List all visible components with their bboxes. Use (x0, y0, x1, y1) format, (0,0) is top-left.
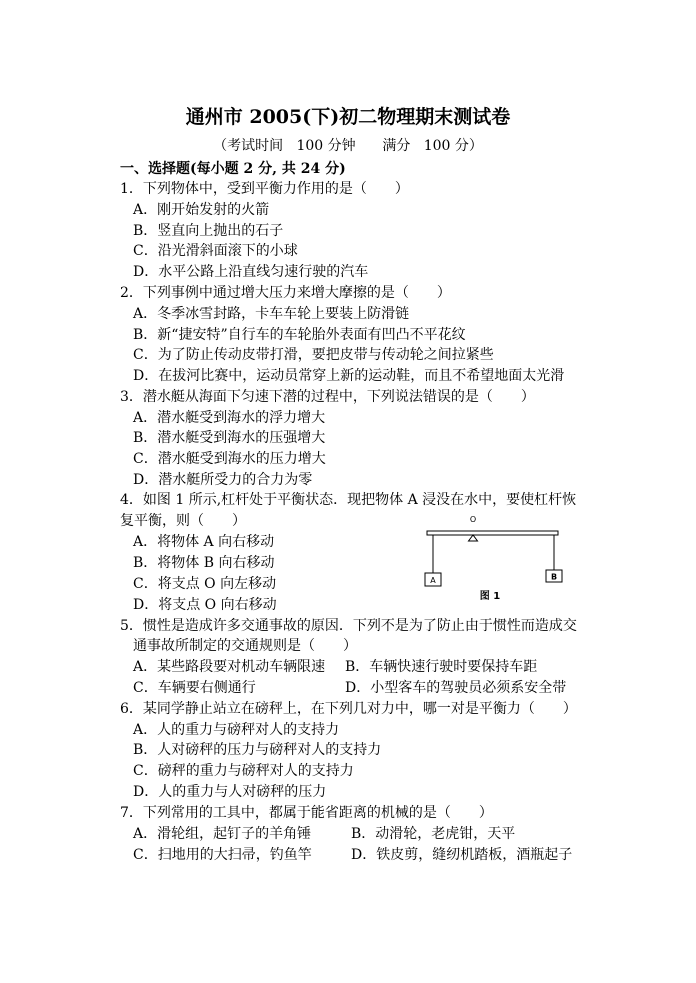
section-heading: 一、选择题(每小题 2 分, 共 24 分) (120, 161, 346, 177)
figure-caption: 图 1 (479, 591, 501, 602)
question-6-option-c: C．磅秤的重力与磅秤对人的支持力 (133, 763, 354, 779)
question-2-stem: 2．下列事例中通过增大压力来增大摩擦的是（ ） (120, 285, 451, 301)
question-1-option-d: D．水平公路上沿直线匀速行驶的汽车 (133, 264, 369, 280)
question-3-option-c: C．潜水艇受到海水的压力增大 (133, 451, 326, 467)
question-4-option-b: B．将物体 B 向右移动 (133, 555, 275, 571)
question-5-option-a: A．某些路段要对机动车辆限速 (133, 659, 326, 675)
question-1-stem: 1．下列物体中，受到平衡力作用的是（ ） (120, 181, 409, 197)
question-6-option-d: D．人的重力与人对磅秤的压力 (133, 784, 327, 800)
question-2-option-c: C．为了防止传动皮带打滑，要把皮带与传动轮之间拉紧些 (133, 347, 494, 363)
question-7-stem: 7．下列常用的工具中，都属于能省距离的机械的是（ ） (120, 805, 493, 821)
question-7-option-b: B．动滑轮，老虎钳，天平 (351, 826, 516, 842)
question-6-option-a: A．人的重力与磅秤对人的支持力 (133, 722, 340, 738)
question-4-option-a: A．将物体 A 向右移动 (133, 534, 275, 550)
question-2-option-a: A．冬季冰雪封路，卡车车轮上要装上防滑链 (133, 306, 410, 322)
question-3-option-d: D．潜水艇所受力的合力为零 (133, 472, 313, 488)
question-5-stem-continued: 通事故所制定的交通规则是（ ） (133, 638, 357, 654)
question-5-stem: 5．惯性是造成许多交通事故的原因．下列不是为了防止由于惯性而造成交 (120, 618, 577, 634)
question-1-option-c: C．沿光滑斜面滚下的小球 (133, 243, 298, 259)
question-2-option-d: D．在拔河比赛中，运动员常穿上新的运动鞋，而且不希望地面太光滑 (133, 368, 565, 384)
question-3-option-b: B．潜水艇受到海水的压强增大 (133, 430, 326, 446)
page-title: 通州市 2005(下)初二物理期末测试卷 (185, 106, 511, 128)
question-6-option-b: B．人对磅秤的压力与磅秤对人的支持力 (133, 742, 382, 758)
question-4-option-d: D．将支点 O 向右移动 (133, 597, 277, 613)
question-4-stem-continued: 复平衡，则（ ） (120, 513, 246, 529)
question-1-option-a: A．刚开始发射的火箭 (133, 202, 270, 218)
pivot-label: O (469, 515, 477, 524)
question-4-stem: 4．如图 1 所示,杠杆处于平衡状态．现把物体 A 浸没在水中，要使杠杆恢 (120, 492, 577, 508)
question-5-option-c: C．车辆要右侧通行 (133, 680, 256, 696)
lever-beam (427, 531, 558, 535)
question-7-option-c: C．扫地用的大扫帚，钓鱼竿 (133, 847, 312, 863)
question-7-option-a: A．滑轮组，起钉子的羊角锤 (133, 826, 312, 842)
question-1-option-b: B．竖直向上抛出的石子 (133, 223, 284, 239)
question-3-option-a: A．潜水艇受到海水的浮力增大 (133, 410, 326, 426)
question-6-stem: 6．某同学静止站立在磅秤上，在下列几对力中，哪一对是平衡力（ ） (120, 701, 577, 717)
lever-figure (420, 512, 570, 607)
object-b-label: B (550, 572, 558, 582)
question-5-option-d: D．小型客车的驾驶员必须系安全带 (345, 680, 567, 696)
object-a-label: A (430, 576, 436, 585)
question-2-option-b: B．新“捷安特”自行车的车轮胎外表面有凹凸不平花纹 (133, 327, 466, 343)
fulcrum-triangle (469, 535, 478, 541)
exam-info: （考试时间 100 分钟 满分 100 分） (213, 138, 483, 154)
question-5-option-b: B．车辆快速行驶时要保持车距 (345, 659, 538, 675)
question-7-option-d: D．铁皮剪，缝纫机踏板，酒瓶起子 (351, 847, 573, 863)
question-4-option-c: C．将支点 O 向左移动 (133, 576, 277, 592)
question-3-stem: 3．潜水艇从海面下匀速下潜的过程中，下列说法错误的是（ ） (120, 389, 535, 405)
